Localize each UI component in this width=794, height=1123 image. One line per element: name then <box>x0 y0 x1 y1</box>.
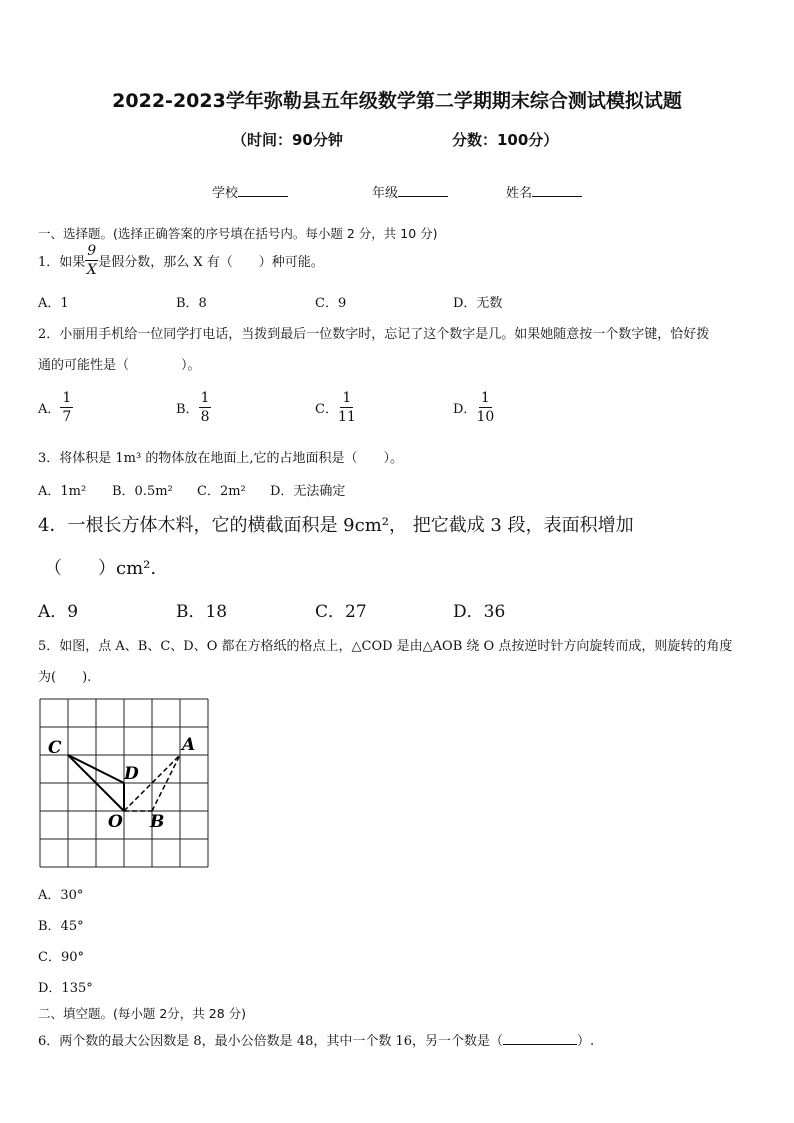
q1-option-c[interactable]: C．9 <box>315 296 347 311</box>
time-info: （时间：90分钟 <box>232 131 343 149</box>
point-o-label: O <box>108 812 123 832</box>
q2-option-c-label: C． <box>315 402 338 417</box>
school-label: 学校 <box>212 186 239 201</box>
section1-heading: 一、选择题。(选择正确答案的序号填在括号内。每小题 2 分，共 10 分) <box>38 226 438 241</box>
q1-suffix: 是假分数，那么 X 有（ ）种可能。 <box>98 255 324 270</box>
q6-end: ）. <box>577 1034 595 1049</box>
q1-frac-den: X <box>86 262 97 278</box>
q5-option-c[interactable]: C．90° <box>38 950 84 965</box>
q2-option-a[interactable] <box>38 391 73 424</box>
name-field[interactable] <box>506 182 582 201</box>
q2-option-d-fraction <box>476 391 494 424</box>
section2-heading: 二、填空题。(每小题 2分，共 28 分) <box>38 1006 247 1021</box>
q4-line1: 4．一根长方体木料，它的横截面积是 9cm²， 把它截成 3 段，表面积增加 <box>38 515 634 536</box>
q5-option-d[interactable]: D．135° <box>38 981 93 996</box>
name-label: 姓名 <box>506 186 533 201</box>
frac-den: 11 <box>337 409 356 425</box>
q6-answer-blank[interactable] <box>503 1032 577 1045</box>
frac-num: 1 <box>200 390 210 406</box>
q3-text: 3．将体积是 1m³ 的物体放在地面上,它的占地面积是（ ）。 <box>38 451 403 466</box>
q2-option-d-label: D． <box>453 402 477 417</box>
q1-option-a[interactable]: A．1 <box>38 296 69 311</box>
frac-den: 7 <box>62 409 72 425</box>
point-c-label: C <box>48 738 62 758</box>
q2-line1: 2．小丽用手机给一位同学打电话，当拨到最后一位数字时，忘记了这个数字是几。如果她随意按一个数字键，恰好拨 <box>38 327 710 342</box>
q2-option-b-label: B． <box>176 402 199 417</box>
q6-text: 6．两个数的最大公因数是 8，最小公倍数是 48，其中一个数 16，另一个数是（ <box>38 1034 504 1049</box>
question-1 <box>38 244 324 277</box>
q2-option-c[interactable] <box>315 391 356 424</box>
q3-option-b[interactable]: B．0.5m² <box>112 484 173 499</box>
q4-option-a[interactable]: A．9 <box>38 602 79 622</box>
q4-option-d[interactable]: D．36 <box>453 602 506 622</box>
q4-line2: （ ）cm². <box>44 558 157 579</box>
q2-line2: 通的可能性是（ ）。 <box>38 358 201 373</box>
q1-frac-num: 9 <box>87 243 97 259</box>
q3-option-a[interactable]: A．1m² <box>38 484 87 499</box>
frac-num: 1 <box>480 390 490 406</box>
rotation-grid-figure <box>38 697 213 869</box>
q2-option-d[interactable] <box>453 391 494 424</box>
q4-option-c[interactable]: C．27 <box>315 602 367 622</box>
point-d-label: D <box>124 764 139 784</box>
q2-option-b[interactable] <box>176 391 211 424</box>
q2-option-b-fraction <box>199 391 212 424</box>
question-6 <box>38 1030 594 1049</box>
q1-fraction <box>85 244 98 277</box>
grade-label: 年级 <box>372 186 399 201</box>
page-title: 2022-2023学年弥勒县五年级数学第二学期期末综合测试模拟试题 <box>112 90 682 112</box>
q3-option-c[interactable]: C．2m² <box>197 484 246 499</box>
q1-option-d[interactable]: D．无数 <box>453 296 503 311</box>
frac-den: 8 <box>200 409 210 425</box>
school-field[interactable] <box>212 182 288 201</box>
q3-option-d[interactable]: D．无法确定 <box>270 484 346 499</box>
q2-option-a-label: A． <box>38 402 61 417</box>
q5-option-a[interactable]: A．30° <box>38 888 84 903</box>
q5-line2: 为( ). <box>38 670 92 685</box>
frac-den: 10 <box>476 409 495 425</box>
school-blank[interactable] <box>238 183 288 197</box>
q2-option-a-fraction <box>60 391 73 424</box>
name-blank[interactable] <box>532 183 582 197</box>
score-info: 分数：100分） <box>452 131 559 149</box>
frac-num: 1 <box>342 390 352 406</box>
point-a-label: A <box>182 735 196 755</box>
grade-field[interactable] <box>372 182 448 201</box>
frac-num: 1 <box>62 390 72 406</box>
point-b-label: B <box>150 812 165 832</box>
q2-option-c-fraction <box>338 391 356 424</box>
q5-option-b[interactable]: B．45° <box>38 919 84 934</box>
q1-option-b[interactable]: B．8 <box>176 296 207 311</box>
q4-option-b[interactable]: B．18 <box>176 602 228 622</box>
q1-prefix: 1．如果 <box>38 255 86 270</box>
grade-blank[interactable] <box>398 183 448 197</box>
q5-line1: 5．如图，点 A、B、C、D、O 都在方格纸的格点上，△COD 是由△AOB 绕 O 点按逆时针方向旋转而成，则旋转的角度 <box>38 639 733 654</box>
